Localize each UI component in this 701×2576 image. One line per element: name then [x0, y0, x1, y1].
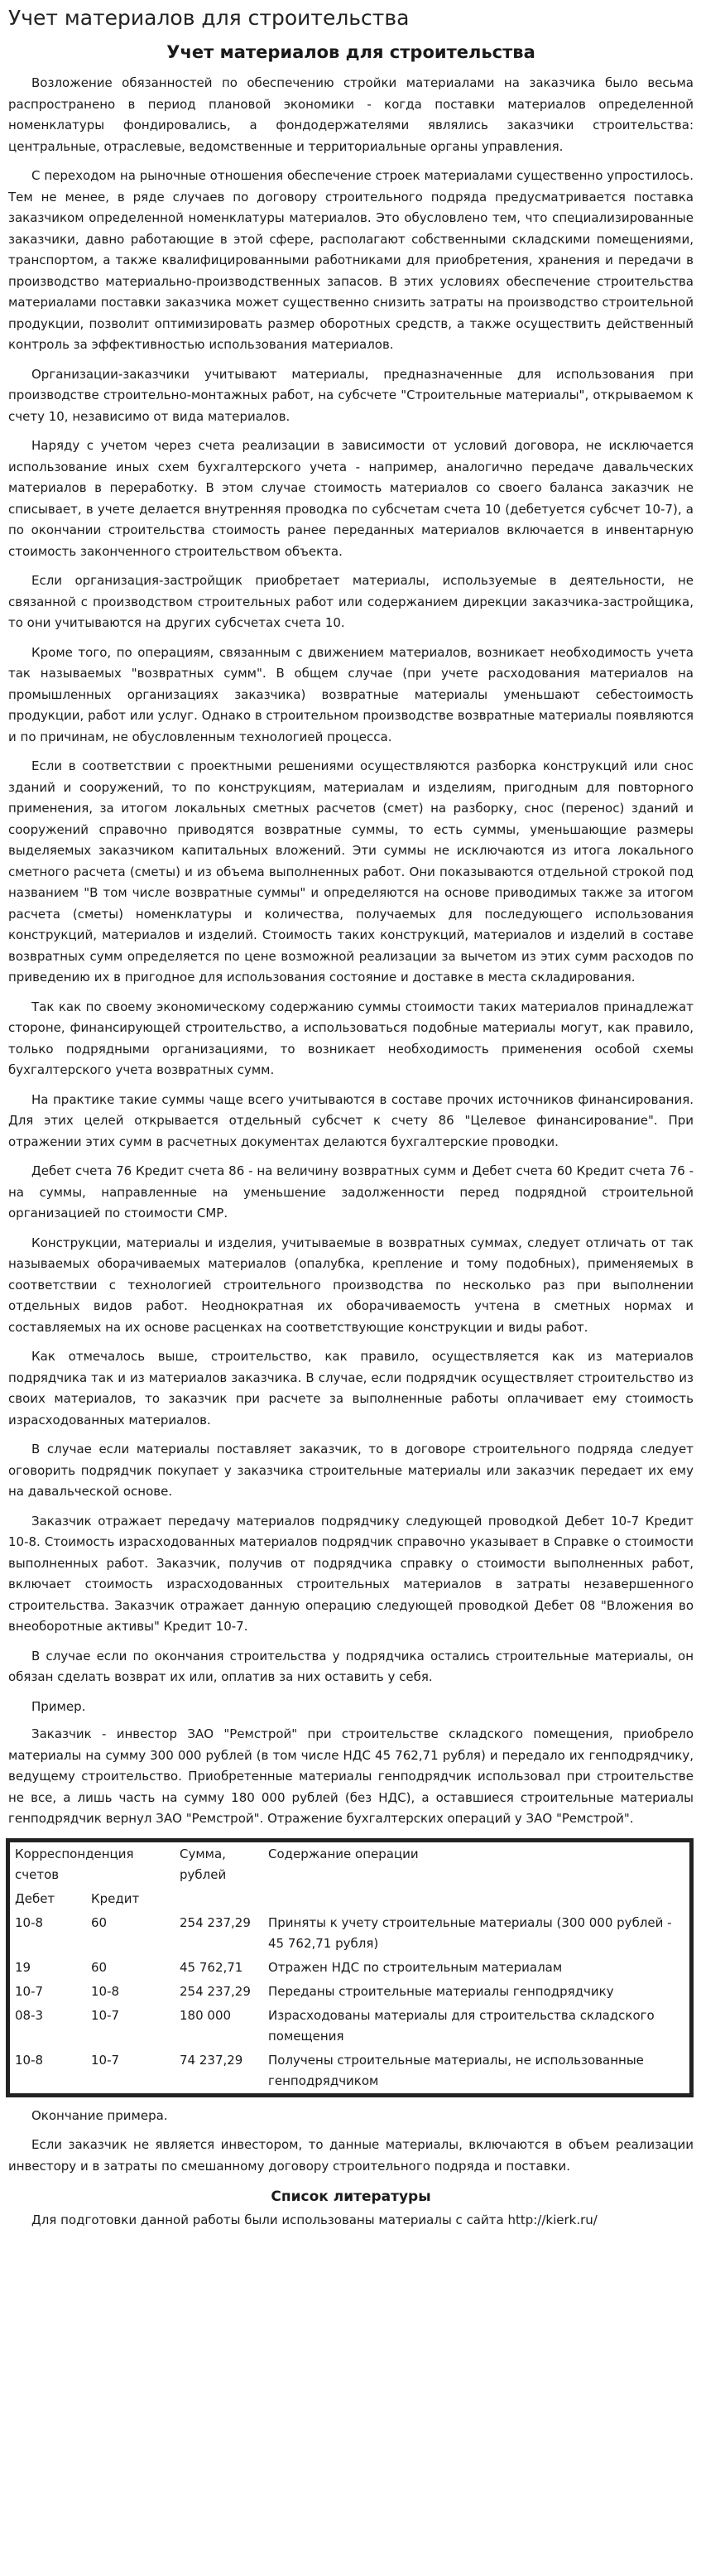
- document: [8, 0, 694, 2240]
- table-row: [10, 2004, 689, 2049]
- operations-table: [6, 1838, 694, 2097]
- header-credit: Кредит: [91, 1890, 140, 1906]
- table-header-row: [10, 1842, 689, 1887]
- table-row: [10, 1956, 689, 1980]
- cell-sum: 180 000: [180, 2007, 232, 2023]
- cell-description: Приняты к учету строительные материалы (300 000 рублей - 45 762,71 рубля): [268, 1914, 672, 1951]
- cell-credit: 60: [91, 1914, 108, 1930]
- cell-description: Израсходованы материалы для строительства складского помещения: [268, 2007, 655, 2044]
- table-row: [10, 2049, 689, 2093]
- cell-debit: 10-8: [15, 1914, 44, 1930]
- paragraph: Конструкции, материалы и изделия, учитываемые в возвратных суммах, следует отличать от так называемых оборачиваемых материалов (опалубка, крепление и тому подобных), применяемых в соответствии с технологией строительного производства по несколько раз при выполнении отдельных видов работ. Неоднократная их оборачиваемость учтена в сметных нормах и составляемых на их основе расценках на соответствующие конструкции и виды работ.: [8, 1235, 694, 1335]
- cell-sum: 254 237,29: [180, 1983, 251, 1999]
- cell-credit: 10-7: [91, 2007, 120, 2023]
- table-row: [10, 1980, 689, 2004]
- paragraph: Дебет счета 76 Кредит счета 86 - на величину возвратных сумм и Дебет счета 60 Кредит счета 76 - на суммы, направленные на уменьшение задолженности перед подрядной строительной организацией по стоимости СМР.: [8, 1163, 694, 1221]
- cell-description: Получены строительные материалы, не использованные генподрядчиком: [268, 2052, 644, 2088]
- cell-sum: 45 762,71: [180, 1959, 243, 1975]
- paragraph: Как отмечалось выше, строительство, как правило, осуществляется как из материалов подрядчика так и из материалов заказчика. В случае, если подрядчик осуществляет строительство из своих материалов, то заказчик при расчете за выполненные работы оплачивает ему стоимость израсходованных материалов.: [8, 1349, 694, 1428]
- cell-debit: 10-7: [15, 1983, 44, 1999]
- cell-description: Переданы строительные материалы генподрядчику: [268, 1983, 614, 1999]
- paragraph: На практике такие суммы чаще всего учитываются в составе прочих источников финансирования. Для этих целей открывается отдельный субсчет к счету 86 "Целевое финансирование". При отражении этих сумм в расчетных документах делаются бухгалтерские проводки.: [8, 1091, 694, 1149]
- main-heading: Учет материалов для строительства: [166, 42, 535, 62]
- paragraph: Заказчик - инвестор ЗАО "Ремстрой" при строительстве складского помещения, приобрело материалы на сумму 300 000 рублей (в том числе НДС 45 762,71 рубля) и передало их генподрядчику, ведущему строительство. Приобретенные материалы генподрядчик использовал при строительстве не все, а лишь часть на сумму 180 000 рублей (без НДС), а оставшиеся строительные материалы генподрядчик вернул ЗАО "Ремстрой". Отражение бухгалтерских операций у ЗАО "Ремстрой".: [8, 1726, 694, 1826]
- cell-sum: 74 237,29: [180, 2052, 243, 2068]
- paragraph: Если организация-застройщик приобретает материалы, используемые в деятельности, не связанной с производством строительных работ или содержанием дирекции заказчика-застройщика, то они учитываются на других субсчетах счета 10.: [8, 573, 694, 630]
- header-correspondence: Корреспонденция счетов: [15, 1846, 134, 1882]
- references-heading: Список литературы: [271, 2188, 431, 2205]
- cell-credit: 10-8: [91, 1983, 120, 1999]
- cell-debit: 08-3: [15, 2007, 44, 2023]
- paragraph: Заказчик отражает передачу материалов подрядчику следующей проводкой Дебет 10-7 Кредит 10-8. Стоимость израсходованных материалов подрядчик справочно указывает в Справке о стоимости выполненных работ. Заказчик, получив от подрядчика справку о стоимости выполненных работ, включает стоимость израсходованных строительных материалов в затраты незавершенного строительства. Заказчик отражает данную операцию следующей проводкой Дебет 08 "Вложения во внеоборотные активы" Кредит 10-7.: [8, 1513, 694, 1634]
- cell-credit: 10-7: [91, 2052, 120, 2068]
- cell-credit: 60: [91, 1959, 108, 1975]
- header-sum: Сумма, рублей: [180, 1846, 227, 1882]
- references-text: Для подготовки данной работы были использованы материалы с сайта http://kierk.ru/: [31, 2212, 598, 2227]
- paragraph: Возложение обязанностей по обеспечению стройки материалами на заказчика было весьма распространено в период плановой экономики - когда поставки материалов определенной номенклатуры фондировались, а фондодержателями являлись заказчики строительства: центральные, отраслевые, ведомственные и территориальные органы управления.: [8, 75, 694, 154]
- paragraph: Наряду с учетом через счета реализации в зависимости от условий договора, не исключается использование иных схем бухгалтерского учета - например, аналогично передаче давальческих материалов в переработку. В этом случае стоимость материалов со своего баланса заказчик не списывает, в учете делается внутренняя проводка по субсчетам счета 10 (дебетуется субсчет 10-7), а по окончании строительства стоимость ранее переданных материалов включается в инвентарную стоимость законченного строительством объекта.: [8, 438, 694, 559]
- table-row: [10, 1911, 689, 1956]
- paragraph: В случае если по окончания строительства у подрядчика остались строительные материалы, он обязан сделать возврат их или, оплатив за них оставить у себя.: [8, 1648, 694, 1684]
- end-example-label: Окончание примера.: [31, 2107, 168, 2123]
- cell-sum: 254 237,29: [180, 1914, 251, 1930]
- paragraph: Так как по своему экономическому содержанию суммы стоимости таких материалов принадлежат стороне, финансирующей строительство, а использоваться подобные материалы могут, как правило, только подрядными организациями, то возникает необходимость применения особой схемы бухгалтерского учета возвратных сумм.: [8, 999, 694, 1077]
- paragraph: Если в соответствии с проектными решениями осуществляются разборка конструкций или снос зданий и сооружений, то по конструкциям, материалам и изделиям, пригодным для повторного применения, за итогом локальных сметных расчетов (смет) на разборку, снос (перенос) зданий и сооружений справочно приводятся возвратные суммы, то есть суммы, уменьшающие размеры выделяемых заказчиком капитальных вложений. Эти суммы не исключаются из итога локального сметного расчета (сметы) и из объема выполненных работ. Они показываются отдельной строкой под названием "В том числе возвратные суммы" и определяются на основе приводимых также за итогом расчета (сметы) номенклатуры и количества, получаемых для последующего использования конструкций, материалов и изделий. Стоимость таких конструкций, материалов и изделий в составе возвратных сумм определяется по цене возможной реализации за вычетом из этих сумм расходов по приведению их в пригодное для использования состояние и доставке в места складирования.: [8, 758, 694, 985]
- paragraph: В случае если материалы поставляет заказчик, то в договоре строительного подряда следует оговорить подрядчик покупает у заказчика строительные материалы или заказчик передает их ему на давальческой основе.: [8, 1442, 694, 1499]
- cell-debit: 10-8: [15, 2052, 44, 2068]
- final-paragraph: Если заказчик не является инвестором, то данные материалы, включаются в объем реализации инвестору и в затраты по смешанному договору строительного подряда и поставки.: [8, 2137, 694, 2174]
- paragraph: С переходом на рыночные отношения обеспечение строек материалами существенно упростилось. Тем не менее, в ряде случаев по договору строительного подряда предусматривается поставка заказчиком определенной номенклатуры материалов. Это обусловлено тем, что специализированные заказчики, давно работающие в этой сфере, располагают собственными складскими помещениями, транспортом, а также квалифицированными работниками для приобретения, хранения и передачи в производство материально-производственных запасов. В этих условиях обеспечение строительства материалами поставки заказчика может существенно снизить затраты на производство строительной продукции, позволит оптимизировать размер оборотных средств, а также осуществить действенный контроль за эффективностью использования материалов.: [8, 168, 694, 352]
- paragraph: Кроме того, по операциям, связанным с движением материалов, возникает необходимость учета так называемых "возвратных сумм". В общем случае (при учете расходования материалов на промышленных организациях заказчика) возвратные материалы уменьшают себестоимость продукции, работ или услуг. Однако в строительном производстве возвратные материалы появляются и по причинам, не обусловленным технологией процесса.: [8, 644, 694, 744]
- header-debit: Дебет: [15, 1890, 55, 1906]
- cell-description: Отражен НДС по строительным материалам: [268, 1959, 563, 1975]
- paragraph: Организации-заказчики учитывают материалы, предназначенные для использования при производстве строительно-монтажных работ, на субсчете "Строительные материалы", открываемом к счету 10, независимо от вида материалов.: [8, 366, 694, 424]
- example-label: Пример.: [31, 1698, 86, 1714]
- header-description: Содержание операции: [268, 1846, 419, 1861]
- page-title: Учет материалов для строительства: [8, 6, 410, 30]
- cell-debit: 19: [15, 1959, 31, 1975]
